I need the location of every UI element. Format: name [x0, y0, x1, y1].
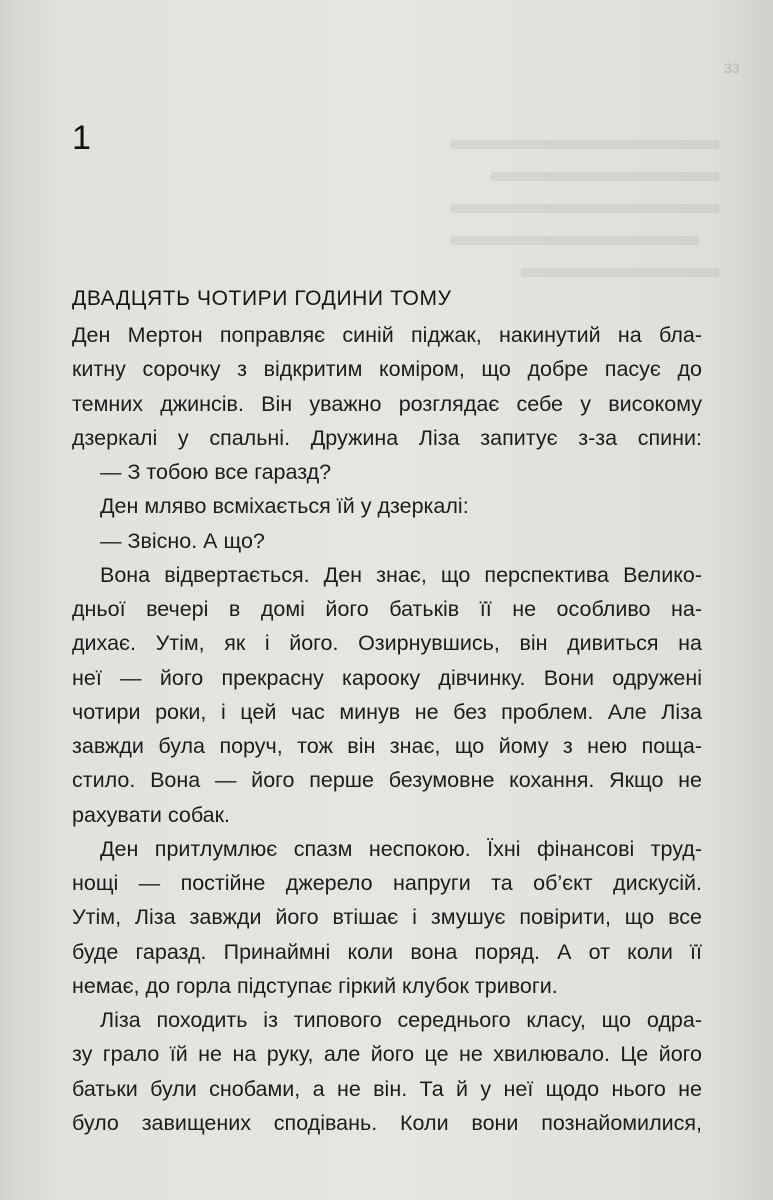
bleed-through — [520, 268, 720, 277]
text-line: дньої вечері в домі його батьків її не особливо на- — [72, 597, 702, 621]
bleed-through — [450, 236, 700, 245]
text-line: Ден Мертон поправляє синій піджак, накинутий на бла- — [72, 323, 702, 347]
body-text — [72, 318, 702, 1140]
text-line: батьки були снобами, а не він. Та й у неї щодо нього не — [72, 1076, 702, 1101]
text-line: дзеркалі у спальні. Дружина Ліза запитує з-за спини: — [72, 425, 702, 450]
section-heading: ДВАДЦЯТЬ ЧОТИРИ ГОДИНИ ТОМУ — [72, 287, 452, 310]
bleed-through — [490, 172, 720, 181]
text-line: неї — його прекрасну карооку дівчинку. Вони одружені — [72, 665, 702, 690]
page-number: 33 — [724, 60, 740, 76]
text-line: Ден мляво всміхається їй у дзеркалі: — [100, 494, 469, 519]
chapter-number: 1 — [72, 119, 91, 157]
text-line: Ліза походить із типового середнього класу, що одра- — [100, 1008, 702, 1032]
text-line: Вона відвертається. Ден знає, що перспектива Велико- — [100, 562, 702, 587]
text-line: дихає. Утім, як і його. Озирнувшись, він дивиться на — [72, 631, 702, 656]
text-line: стило. Вона — його перше безумовне кохання. Якщо не — [72, 768, 702, 793]
text-line: завжди була поруч, тож він знає, що йому з нею поща- — [72, 734, 702, 758]
text-line: Утім, Ліза завжди його втішає і змушує повірити, що все — [72, 905, 702, 930]
bleed-through — [450, 204, 720, 213]
text-line: — З тобою все гаразд? — [100, 460, 332, 484]
text-line: нощі — постійне джерело напруги та об’єкт дискусій. — [72, 871, 702, 895]
bleed-through — [450, 140, 720, 149]
text-line: буде гаразд. Принаймні коли вона поряд. А от коли її — [72, 939, 702, 964]
text-line: немає, до горла підступає гіркий клубок тривоги. — [72, 973, 558, 998]
text-line: чотири роки, і цей час минув не без проблем. Але Ліза — [72, 699, 702, 724]
text-line: — Звісно. А що? — [100, 528, 265, 553]
text-line: китну сорочку з відкритим коміром, що добре пасує до — [72, 357, 702, 382]
text-line: рахувати собак. — [72, 802, 231, 827]
text-line: було завищених сподівань. Коли вони познайомилися, — [72, 1110, 702, 1135]
text-line: зу грало їй не на руку, але його це не хвилювало. Це його — [72, 1042, 702, 1067]
text-line: темних джинсів. Він уважно розглядає себе у високому — [72, 391, 702, 416]
text-line: Ден притлумлює спазм неспокою. Їхні фінансові труд- — [100, 836, 702, 861]
